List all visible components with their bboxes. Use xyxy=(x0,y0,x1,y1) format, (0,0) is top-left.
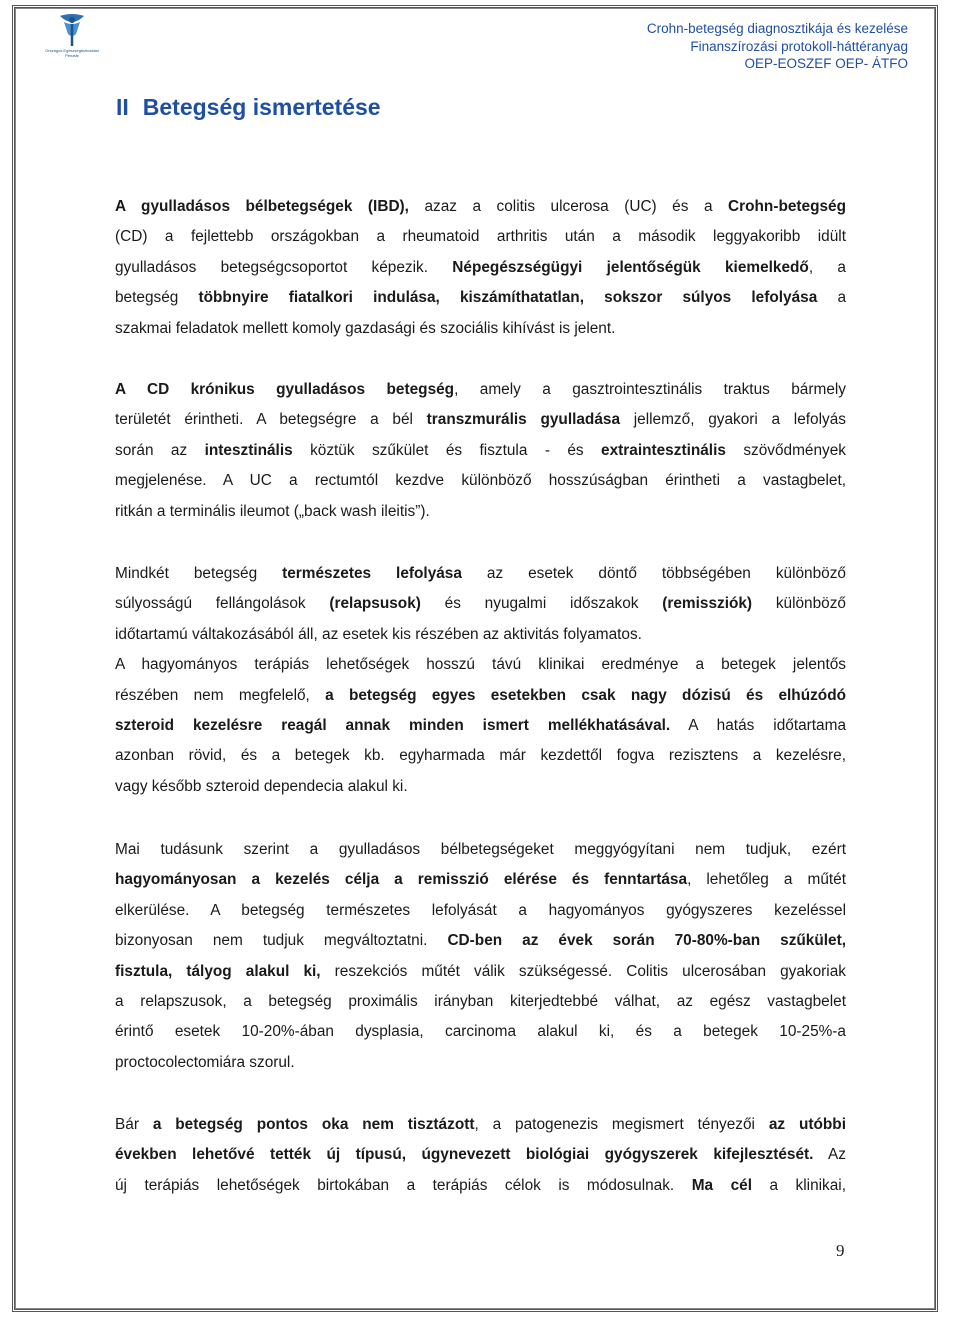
text-line: Bár a betegség pontos oka nem tisztázott, a patogenezis megismert tényezői az utóbbi xyxy=(115,1116,846,1133)
text-line: években lehetővé tették új típusú, úgynevezett biológiai gyógyszerek kifejlesztését. Az xyxy=(115,1146,846,1164)
header-line-2: Finanszírozási protokoll-háttéranyag xyxy=(690,38,908,54)
section-title: Betegség ismertetése xyxy=(142,94,381,120)
text-line: szteroid kezelésre reagál annak minden ismert mellékhatásával. A hatás időtartama xyxy=(115,716,846,734)
text-line: gyulladásos betegségcsoportot képezik. Népegészségügyi jelentőségük kiemelkedő, a xyxy=(115,258,846,276)
text-line: A hagyományos terápiás lehetőségek hosszú távú klinikai eredménye a betegek jelentős xyxy=(115,656,846,674)
text-line: a relapszusok, a betegség proximális irányban kiterjedtebbé válhat, az egész vastagbelet xyxy=(115,992,846,1010)
text-line: Mindkét betegség természetes lefolyása az esetek döntő többségében különböző xyxy=(115,565,846,582)
text-line: időtartamú váltakozásából áll, az esetek kis részében az aktivitás folyamatos. xyxy=(115,625,642,643)
text-line: azonban rövid, és a betegek kb. egyharmada már kezdettől fogva rezisztens a kezelésre, xyxy=(115,747,846,765)
logo-graphic xyxy=(42,12,102,48)
page-number: 9 xyxy=(836,1241,845,1260)
text-line: proctocolectomiára szorul. xyxy=(115,1053,295,1071)
document-header xyxy=(647,20,908,73)
text-line: megjelenése. A UC a rectumtól kezdve különböző hosszúságban érintheti a vastagbelet, xyxy=(115,472,846,490)
text-line: fisztula, tályog alakul ki, reszekciós műtét válik szükségessé. Colitis ulcerosában gyakoriak xyxy=(115,962,846,980)
text-line: hagyományosan a kezelés célja a remisszió elérése és fenntartása, lehetőleg a műtét xyxy=(115,871,846,889)
text-line: érintő esetek 10-20%-ában dysplasia, carcinoma alakul ki, és a betegek 10-25%-a xyxy=(115,1023,846,1041)
text-line: (CD) a fejlettebb országokban a rheumatoid arthritis után a második leggyakoribb idült xyxy=(115,228,846,246)
text-line: betegség többnyire fiatalkori indulása, kiszámíthatatlan, sokszor súlyos lefolyása a xyxy=(115,289,847,307)
text-line: Mai tudásunk szerint a gyulladásos bélbetegségeket meggyógyítani nem tudjuk, ezért xyxy=(115,841,846,858)
section-heading xyxy=(116,94,381,121)
text-line: új terápiás lehetőségek birtokában a terápiás célok is módosulnak. Ma cél a klinikai, xyxy=(115,1176,846,1194)
text-line: részében nem megfelelő, a betegség egyes esetekben csak nagy dózisú és elhúzódó xyxy=(115,686,847,704)
section-number: II xyxy=(116,94,129,120)
oep-logo-icon xyxy=(42,12,102,64)
paragraph-5 xyxy=(115,1110,846,1201)
logo-caption: Országos Egészségbiztosítási Pénztár xyxy=(45,48,99,58)
text-line: A CD krónikus gyulladásos betegség, amely a gasztrointesztinális traktus bármely xyxy=(115,381,846,398)
text-line: súlyosságú fellángolások (relapsusok) és nyugalmi időszakok (remissziók) különböző xyxy=(115,595,846,613)
text-line: vagy később szteroid dependecia alakul ki. xyxy=(115,777,408,795)
paragraph-1 xyxy=(115,192,846,344)
text-line: ritkán a terminális ileumot („back wash ileitis”). xyxy=(115,502,430,520)
header-line-1: Crohn-betegség diagnosztikája és kezelése xyxy=(646,21,908,36)
header-line-3: OEP-EOSZEF OEP- ÁTFO xyxy=(744,56,908,71)
text-line: területét érintheti. A betegségre a bél transzmurális gyulladása jellemző, gyakori a lefolyás xyxy=(115,411,846,429)
text-line: szakmai feladatok mellett komoly gazdasági és szociális kihívást is jelent. xyxy=(115,319,616,337)
paragraph-3 xyxy=(115,559,846,802)
paragraph-4 xyxy=(115,835,846,1078)
paragraph-2 xyxy=(115,375,846,527)
text-line: bizonyosan nem tudjuk megváltoztatni. CD-ben az évek során 70-80%-ban szűkület, xyxy=(115,932,846,950)
text-line: elkerülése. A betegség természetes lefolyását a hagyományos gyógyszeres kezeléssel xyxy=(115,901,846,919)
text-line: során az intesztinális köztük szűkület és fisztula - és extraintesztinális szövődmények xyxy=(115,441,846,459)
text-line: A gyulladásos bélbetegségek (IBD), azaz a colitis ulcerosa (UC) és a Crohn-betegség xyxy=(115,198,847,215)
